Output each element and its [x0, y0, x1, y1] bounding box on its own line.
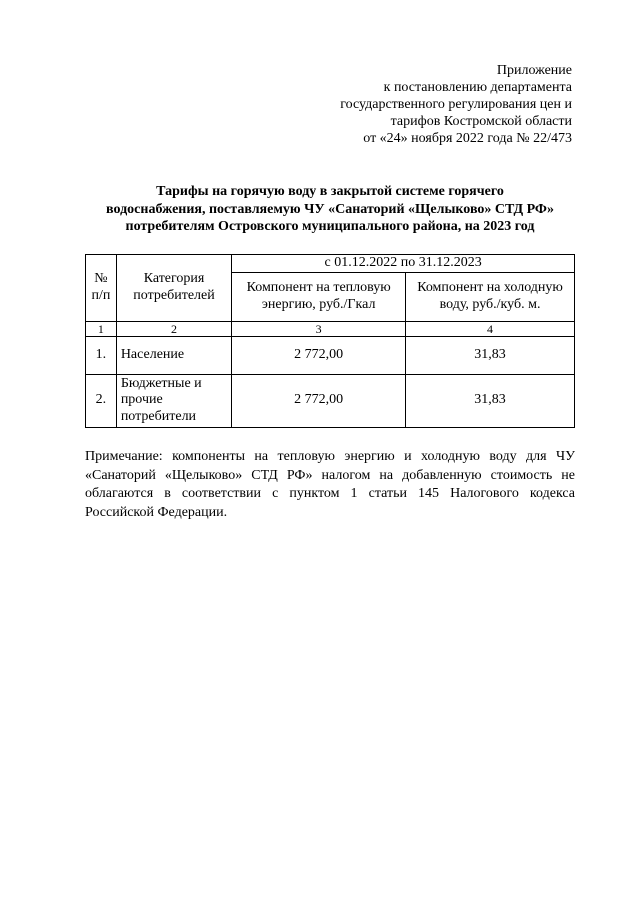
header-cold-water-component: Компонент на холодную воду, руб./куб. м. — [406, 272, 575, 321]
title-line: водоснабжения, поставляемую ЧУ «Санаторий «Щелыково» СТД РФ» — [106, 201, 554, 217]
tariff-table — [85, 254, 575, 428]
appendix-line: к постановлению департамента — [383, 80, 572, 95]
row-water-value: 31,83 — [406, 336, 575, 374]
column-number: 3 — [232, 321, 406, 336]
title-line: потребителям Островского муниципального района, на 2023 год — [125, 219, 535, 234]
appendix-line: тарифов Костромской области — [390, 114, 572, 129]
row-category: Бюджетные и прочие потребители — [116, 374, 231, 427]
header-heat-component: Компонент на тепловую энергию, руб./Гкал — [232, 272, 406, 321]
note-paragraph: Примечание: компоненты на тепловую энергию и холодную воду для ЧУ «Санаторий «Щелыково» СТД РФ» налогом на добавленную стоимость не облагаются в соответствии с пунктом 1 статьи 145 Налогового кодекса Российской Федерации. — [85, 449, 575, 520]
header-period: с 01.12.2022 по 31.12.2023 — [232, 255, 575, 273]
header-num: № п/п — [86, 255, 117, 322]
header-category: Категория потребителей — [116, 255, 231, 322]
row-num: 1. — [86, 336, 117, 374]
appendix-line: Приложение — [496, 63, 572, 78]
title-line: Тарифы на горячую воду в закрытой системе горячего — [156, 184, 504, 199]
row-heat-value: 2 772,00 — [232, 374, 406, 427]
row-num: 2. — [86, 374, 117, 427]
column-number: 1 — [86, 321, 117, 336]
row-category: Население — [116, 336, 231, 374]
document-title — [80, 183, 580, 236]
column-number: 2 — [116, 321, 231, 336]
row-heat-value: 2 772,00 — [232, 336, 406, 374]
appendix-line: государственного регулирования цен и — [340, 97, 572, 112]
table-row — [86, 336, 575, 374]
appendix-line: от «24» ноября 2022 года № 22/473 — [363, 131, 572, 146]
table-row — [86, 374, 575, 427]
appendix-block — [340, 62, 572, 147]
column-number: 4 — [406, 321, 575, 336]
row-water-value: 31,83 — [406, 374, 575, 427]
